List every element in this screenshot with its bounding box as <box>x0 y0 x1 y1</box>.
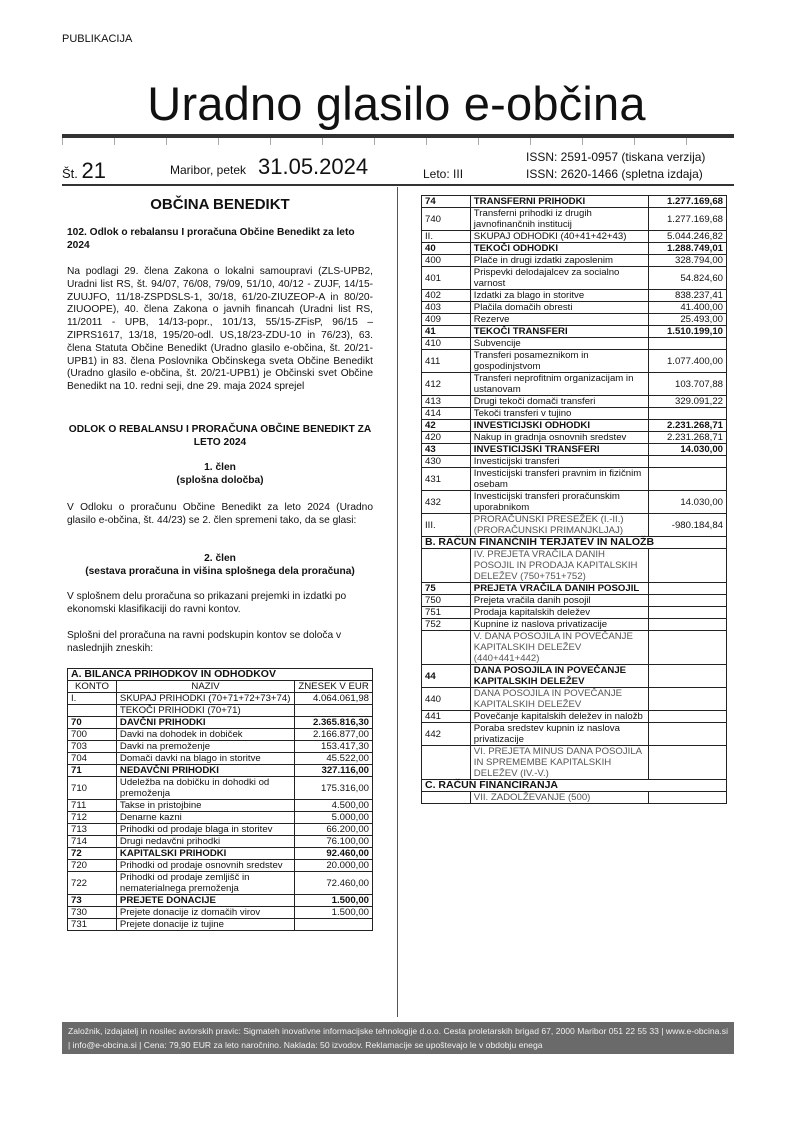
issue-number-value: 21 <box>81 158 107 183</box>
konto-cell <box>422 549 471 583</box>
naziv-cell: Plačila domačih obresti <box>470 302 648 314</box>
table-row <box>68 693 373 705</box>
naziv-cell: DANA POSOJILA IN POVEČANJE KAPITALSKIH DELEŽEV <box>470 665 648 688</box>
naziv-cell: DANA POSOJILA IN POVEČANJE KAPITALSKIH DELEŽEV <box>470 688 648 711</box>
table-row <box>422 290 727 302</box>
naziv-cell: TEKOČI TRANSFERI <box>470 326 648 338</box>
section-c-label: C. RAČUN FINANCIRANJA <box>422 780 727 792</box>
table-row <box>422 619 727 631</box>
table-row <box>422 231 727 243</box>
konto-cell: 410 <box>422 338 471 350</box>
issue-date: 31.05.2024 <box>258 154 369 179</box>
znesek-cell: 20.000,00 <box>295 860 373 872</box>
znesek-cell: 103.707,88 <box>649 373 727 396</box>
table-a-title <box>68 669 373 681</box>
naziv-cell: Povečanje kapitalskih deležev in naložb <box>470 711 648 723</box>
konto-cell: 411 <box>422 350 471 373</box>
konto-cell: 731 <box>68 919 117 931</box>
naziv-cell: SKUPAJ PRIHODKI (70+71+72+73+74) <box>116 693 294 705</box>
znesek-cell <box>295 919 373 931</box>
znesek-cell <box>649 631 727 665</box>
znesek-cell: 1.510.199,10 <box>649 326 727 338</box>
naziv-cell: Kupnine iz naslova privatizacije <box>470 619 648 631</box>
naziv-cell: Domači davki na blago in storitve <box>116 753 294 765</box>
table-row <box>422 456 727 468</box>
naziv-cell: Tekoči transferi v tujino <box>470 408 648 420</box>
table-row <box>422 420 727 432</box>
naziv-cell: NEDAVČNI PRIHODKI <box>116 765 294 777</box>
table-row <box>422 196 727 208</box>
znesek-cell <box>649 711 727 723</box>
naziv-cell: Udeležba na dobičku in dohodki od premoženja <box>116 777 294 800</box>
konto-cell: 704 <box>68 753 117 765</box>
konto-cell: II. <box>422 231 471 243</box>
table-row <box>422 373 727 396</box>
konto-cell: 441 <box>422 711 471 723</box>
konto-cell <box>422 631 471 665</box>
table-row <box>68 919 373 931</box>
naziv-cell: VII. ZADOLŽEVANJE (500) <box>470 792 648 804</box>
konto-cell: 431 <box>422 468 471 491</box>
decree-heading: 102. Odlok o rebalansu I proračuna Občine Benedikt za leto 2024 <box>67 227 355 251</box>
konto-cell: 71 <box>68 765 117 777</box>
table-row <box>422 514 727 537</box>
konto-cell: 440 <box>422 688 471 711</box>
konto-cell: 432 <box>422 491 471 514</box>
naziv-cell: Drugi nedavčni prihodki <box>116 836 294 848</box>
issn-print: ISSN: 2591-0957 (tiskana verzija) <box>526 150 706 164</box>
article-1-heading: 1. člen (splošna določba) <box>176 462 264 486</box>
table-row <box>422 444 727 456</box>
konto-cell: 711 <box>68 800 117 812</box>
znesek-cell: 41.400,00 <box>649 302 727 314</box>
naziv-cell: PRORAČUNSKI PRESEŽEK (I.-II.) (PRORAČUNSKI PRIMANJKLJAJ) <box>470 514 648 537</box>
konto-cell <box>68 705 117 717</box>
znesek-cell: 2.365.816,30 <box>295 717 373 729</box>
naziv-cell: Investicijski transferi pravnim in fizičnim osebam <box>470 468 648 491</box>
table-row <box>422 267 727 290</box>
naziv-cell: VI. PREJETA MINUS DANA POSOJILA IN SPREMEMBE KAPITALSKIH DELEŽEV (IV.-V.) <box>470 746 648 780</box>
znesek-cell <box>649 468 727 491</box>
konto-cell: 703 <box>68 741 117 753</box>
konto-cell: 72 <box>68 848 117 860</box>
table-row <box>68 729 373 741</box>
table-row <box>68 848 373 860</box>
znesek-cell <box>649 607 727 619</box>
konto-cell: 414 <box>422 408 471 420</box>
znesek-cell: 838.237,41 <box>649 290 727 302</box>
table-row <box>422 723 727 746</box>
konto-cell: 713 <box>68 824 117 836</box>
konto-cell: 710 <box>68 777 117 800</box>
konto-cell: 400 <box>422 255 471 267</box>
table-row <box>68 717 373 729</box>
konto-cell: 401 <box>422 267 471 290</box>
naziv-cell: INVESTICIJSKI ODHODKI <box>470 420 648 432</box>
naziv-cell: Davki na dohodek in dobiček <box>116 729 294 741</box>
znesek-cell <box>649 723 727 746</box>
znesek-cell: 329.091,22 <box>649 396 727 408</box>
table-a-title-label: A. BILANCA PRIHODKOV IN ODHODKOV <box>68 669 373 681</box>
znesek-cell: 327.116,00 <box>295 765 373 777</box>
znesek-cell <box>649 746 727 780</box>
konto-cell <box>422 792 471 804</box>
znesek-cell: 2.166.877,00 <box>295 729 373 741</box>
znesek-cell: 4.500,00 <box>295 800 373 812</box>
budget-table-right <box>421 195 727 804</box>
section-b-label: B. RAČUN FINANČNIH TERJATEV IN NALOŽB <box>422 537 727 549</box>
konto-cell: 41 <box>422 326 471 338</box>
znesek-cell: 175.316,00 <box>295 777 373 800</box>
znesek-cell <box>649 456 727 468</box>
znesek-cell: 92.460,00 <box>295 848 373 860</box>
znesek-cell <box>649 549 727 583</box>
konto-cell: 442 <box>422 723 471 746</box>
table-row <box>422 396 727 408</box>
municipality-heading: OBČINA BENEDIKT <box>150 196 290 213</box>
publisher-footer: Založnik, izdajatelj in nosilec avtorskih pravic: Sigmateh inovativne informacijske tehnologije d.o.o. Cesta proletarskih brigad 67, 2000 Maribor 051 22 55 33 | www.e-obcina.si | info@e-obcina.si | Cena: 79,90 EUR za leto naročnino. Naklada: 50 izvodov. Reklamacije se upoštevajo le v obdobju enega <box>62 1022 734 1054</box>
table-row <box>422 631 727 665</box>
header-bottom-rule <box>62 184 734 186</box>
konto-cell: 73 <box>68 895 117 907</box>
konto-cell: 750 <box>422 595 471 607</box>
konto-cell: 40 <box>422 243 471 255</box>
table-row <box>68 765 373 777</box>
konto-cell: 730 <box>68 907 117 919</box>
naziv-cell: Takse in pristojbine <box>116 800 294 812</box>
konto-cell: 722 <box>68 872 117 895</box>
naziv-cell: Subvencije <box>470 338 648 350</box>
znesek-cell: 328.794,00 <box>649 255 727 267</box>
table-row <box>422 792 727 804</box>
naziv-cell: IV. PREJETA VRAČILA DANIH POSOJIL IN PRODAJA KAPITALSKIH DELEŽEV (750+751+752) <box>470 549 648 583</box>
table-row <box>422 350 727 373</box>
naziv-cell: Prispevki delodajalcev za socialno varnost <box>470 267 648 290</box>
konto-cell: 752 <box>422 619 471 631</box>
konto-cell: 403 <box>422 302 471 314</box>
table-row <box>422 255 727 267</box>
table-row <box>422 326 727 338</box>
konto-cell: 720 <box>68 860 117 872</box>
issn-web: ISSN: 2620-1466 (spletna izdaja) <box>526 167 703 181</box>
naziv-cell: Prejete donacije iz tujine <box>116 919 294 931</box>
konto-cell: 413 <box>422 396 471 408</box>
journal-title: Uradno glasilo e-občina <box>147 77 646 130</box>
table-row <box>68 836 373 848</box>
table-row <box>68 777 373 800</box>
table-row <box>68 741 373 753</box>
znesek-cell: 1.500,00 <box>295 907 373 919</box>
naziv-cell: PREJETA VRAČILA DANIH POSOJIL <box>470 583 648 595</box>
znesek-cell: 54.824,60 <box>649 267 727 290</box>
naziv-cell: INVESTICIJSKI TRANSFERI <box>470 444 648 456</box>
znesek-cell: 1.277.169,68 <box>649 208 727 231</box>
konto-cell: 402 <box>422 290 471 302</box>
naziv-cell: KAPITALSKI PRIHODKI <box>116 848 294 860</box>
konto-cell: 740 <box>422 208 471 231</box>
konto-cell: 409 <box>422 314 471 326</box>
znesek-cell <box>649 792 727 804</box>
table-header-row <box>68 681 373 693</box>
naziv-cell: TEKOČI ODHODKI <box>470 243 648 255</box>
znesek-cell: 5.044.246,82 <box>649 231 727 243</box>
konto-cell: 700 <box>68 729 117 741</box>
znesek-cell <box>649 619 727 631</box>
znesek-cell <box>649 408 727 420</box>
znesek-cell: 72.460,00 <box>295 872 373 895</box>
column-divider <box>397 187 398 1017</box>
table-row <box>68 907 373 919</box>
znesek-cell: 5.000,00 <box>295 812 373 824</box>
naziv-cell: Poraba sredstev kupnin iz naslova privatizacije <box>470 723 648 746</box>
naziv-cell: Denarne kazni <box>116 812 294 824</box>
naziv-cell: TEKOČI PRIHODKI (70+71) <box>116 705 294 717</box>
znesek-cell: 4.064.061,98 <box>295 693 373 705</box>
znesek-cell: 2.231.268,71 <box>649 420 727 432</box>
naziv-cell: SKUPAJ ODHODKI (40+41+42+43) <box>470 231 648 243</box>
table-row <box>422 665 727 688</box>
article-1-text: V Odloku o proračunu Občine Benedikt za leto 2024 (Uradno glasilo e-občina, št. 44/23) se 2. člen spremeni tako, da se glasi: <box>67 502 373 526</box>
znesek-cell: 1.500,00 <box>295 895 373 907</box>
table-row <box>68 860 373 872</box>
issue-place: Maribor, petek <box>170 163 247 177</box>
naziv-cell: Drugi tekoči domači transferi <box>470 396 648 408</box>
table-row <box>422 549 727 583</box>
konto-cell: I. <box>68 693 117 705</box>
znesek-cell <box>649 595 727 607</box>
naziv-cell: Prihodki od prodaje osnovnih sredstev <box>116 860 294 872</box>
table-row <box>422 688 727 711</box>
znesek-cell: -980.184,84 <box>649 514 727 537</box>
naziv-cell: V. DANA POSOJILA IN POVEČANJE KAPITALSKIH DELEŽEV (440+441+442) <box>470 631 648 665</box>
table-row <box>422 432 727 444</box>
column-header: NAZIV <box>116 681 294 693</box>
publication-label: PUBLIKACIJA <box>62 33 133 45</box>
budget-table-a <box>67 668 373 931</box>
table-row <box>422 595 727 607</box>
konto-cell: 43 <box>422 444 471 456</box>
decree-title: ODLOK O REBALANSU I PRORAČUNA OBČINE BENEDIKT ZA LETO 2024 <box>68 424 372 448</box>
article-2-text: V splošnem delu proračuna so prikazani prejemki in izdatki po ekonomski klasifikaciji do ravni kontov. <box>67 591 347 615</box>
table-row <box>68 812 373 824</box>
table-row <box>422 302 727 314</box>
naziv-cell: Prejete donacije iz domačih virov <box>116 907 294 919</box>
znesek-cell: 2.231.268,71 <box>649 432 727 444</box>
table-row <box>422 338 727 350</box>
table-row <box>68 705 373 717</box>
znesek-cell: 14.030,00 <box>649 491 727 514</box>
table-row <box>422 243 727 255</box>
table-row <box>68 872 373 895</box>
section-c <box>422 780 727 792</box>
issue-number: Št. 21 <box>62 158 107 183</box>
naziv-cell: Transferni prihodki iz drugih javnofinančnih institucij <box>470 208 648 231</box>
naziv-cell: Investicijski transferi proračunskim uporabnikom <box>470 491 648 514</box>
znesek-cell: 45.522,00 <box>295 753 373 765</box>
naziv-cell: Prodaja kapitalskih deležev <box>470 607 648 619</box>
znesek-cell <box>649 338 727 350</box>
table-row <box>422 208 727 231</box>
konto-cell: 44 <box>422 665 471 688</box>
znesek-cell <box>649 688 727 711</box>
konto-cell: 712 <box>68 812 117 824</box>
konto-cell: 412 <box>422 373 471 396</box>
section-b <box>422 537 727 549</box>
konto-cell: 714 <box>68 836 117 848</box>
naziv-cell: Prihodki od prodaje zemljišč in nematerialnega premoženja <box>116 872 294 895</box>
table-row <box>68 824 373 836</box>
znesek-cell: 66.200,00 <box>295 824 373 836</box>
naziv-cell: TRANSFERNI PRIHODKI <box>470 196 648 208</box>
naziv-cell: Prihodki od prodaje blaga in storitev <box>116 824 294 836</box>
konto-cell: 42 <box>422 420 471 432</box>
znesek-cell: 1.277.169,68 <box>649 196 727 208</box>
naziv-cell: Rezerve <box>470 314 648 326</box>
znesek-cell: 1.288.749,01 <box>649 243 727 255</box>
legal-basis-paragraph: Na podlagi 29. člena Zakona o lokalni samoupravi (ZLS-UPB2, Uradni list RS, št. 94/07, 76/08, 79/09, 51/10, 40/12 - ZUJF, 14/15-ZUUJFO, 11/18-ZSPDSLS-1, 30/18, 61/20-ZIUZEOP-A in 80/20-ZIUOOPE), 40. člena Zakona o javnih financah (Uradni list RS, 11/2011 - UPB, 14/13-popr., 101/13, 55/15-ZFisP, 96/15 – ZIPRS1617, 13/18, 195/20-odl. US,18/23-ZDU-10 in 76/23), 63. člena Statuta Občine Benedikt (Uradno glasilo e-občina, št. 20/21-UPB1) in 83. člena Poslovnika Občinskega sveta Občine Benedikt (Uradno glasilo e-občina, št. 20/21-UPB1) je Občinski svet Občine Benedikt na 10. redni seji, dne 29. maja 2024 sprejel <box>67 266 373 393</box>
naziv-cell: Davki na premoženje <box>116 741 294 753</box>
konto-cell: 74 <box>422 196 471 208</box>
znesek-cell: 153.417,30 <box>295 741 373 753</box>
znesek-cell <box>649 665 727 688</box>
znesek-cell: 25.493,00 <box>649 314 727 326</box>
article-2-heading: 2. člen (sestava proračuna in višina splošnega dela proračuna) <box>85 553 355 577</box>
znesek-cell: 14.030,00 <box>649 444 727 456</box>
naziv-cell: Transferi neprofitnim organizacijam in ustanovam <box>470 373 648 396</box>
naziv-cell: Investicijski transferi <box>470 456 648 468</box>
naziv-cell: PREJETE DONACIJE <box>116 895 294 907</box>
konto-cell: 420 <box>422 432 471 444</box>
issue-year: Leto: III <box>423 167 464 181</box>
naziv-cell: Plače in drugi izdatki zaposlenim <box>470 255 648 267</box>
header-rule-ticks <box>62 138 734 145</box>
konto-cell: III. <box>422 514 471 537</box>
table-row <box>422 711 727 723</box>
konto-cell: 70 <box>68 717 117 729</box>
table-row <box>422 468 727 491</box>
naziv-cell: Transferi posameznikom in gospodinjstvom <box>470 350 648 373</box>
naziv-cell: DAVČNI PRIHODKI <box>116 717 294 729</box>
naziv-cell: Nakup in gradnja osnovnih sredstev <box>470 432 648 444</box>
table-row <box>422 408 727 420</box>
table-row <box>68 753 373 765</box>
konto-cell: 430 <box>422 456 471 468</box>
table-row <box>422 607 727 619</box>
konto-cell: 75 <box>422 583 471 595</box>
article-2-text-2: Splošni del proračuna na ravni podskupin kontov se določa v naslednjih zneskih: <box>67 630 342 654</box>
table-row <box>422 314 727 326</box>
znesek-cell <box>295 705 373 717</box>
table-row <box>422 746 727 780</box>
table-row <box>422 583 727 595</box>
naziv-cell: Izdatki za blago in storitve <box>470 290 648 302</box>
table-row <box>68 895 373 907</box>
column-header: ZNESEK V EUR <box>295 681 373 693</box>
column-header: KONTO <box>68 681 117 693</box>
naziv-cell: Prejeta vračila danih posojil <box>470 595 648 607</box>
konto-cell <box>422 746 471 780</box>
znesek-cell: 1.077.400,00 <box>649 350 727 373</box>
konto-cell: 751 <box>422 607 471 619</box>
table-row <box>422 491 727 514</box>
table-row <box>68 800 373 812</box>
znesek-cell <box>649 583 727 595</box>
znesek-cell: 76.100,00 <box>295 836 373 848</box>
